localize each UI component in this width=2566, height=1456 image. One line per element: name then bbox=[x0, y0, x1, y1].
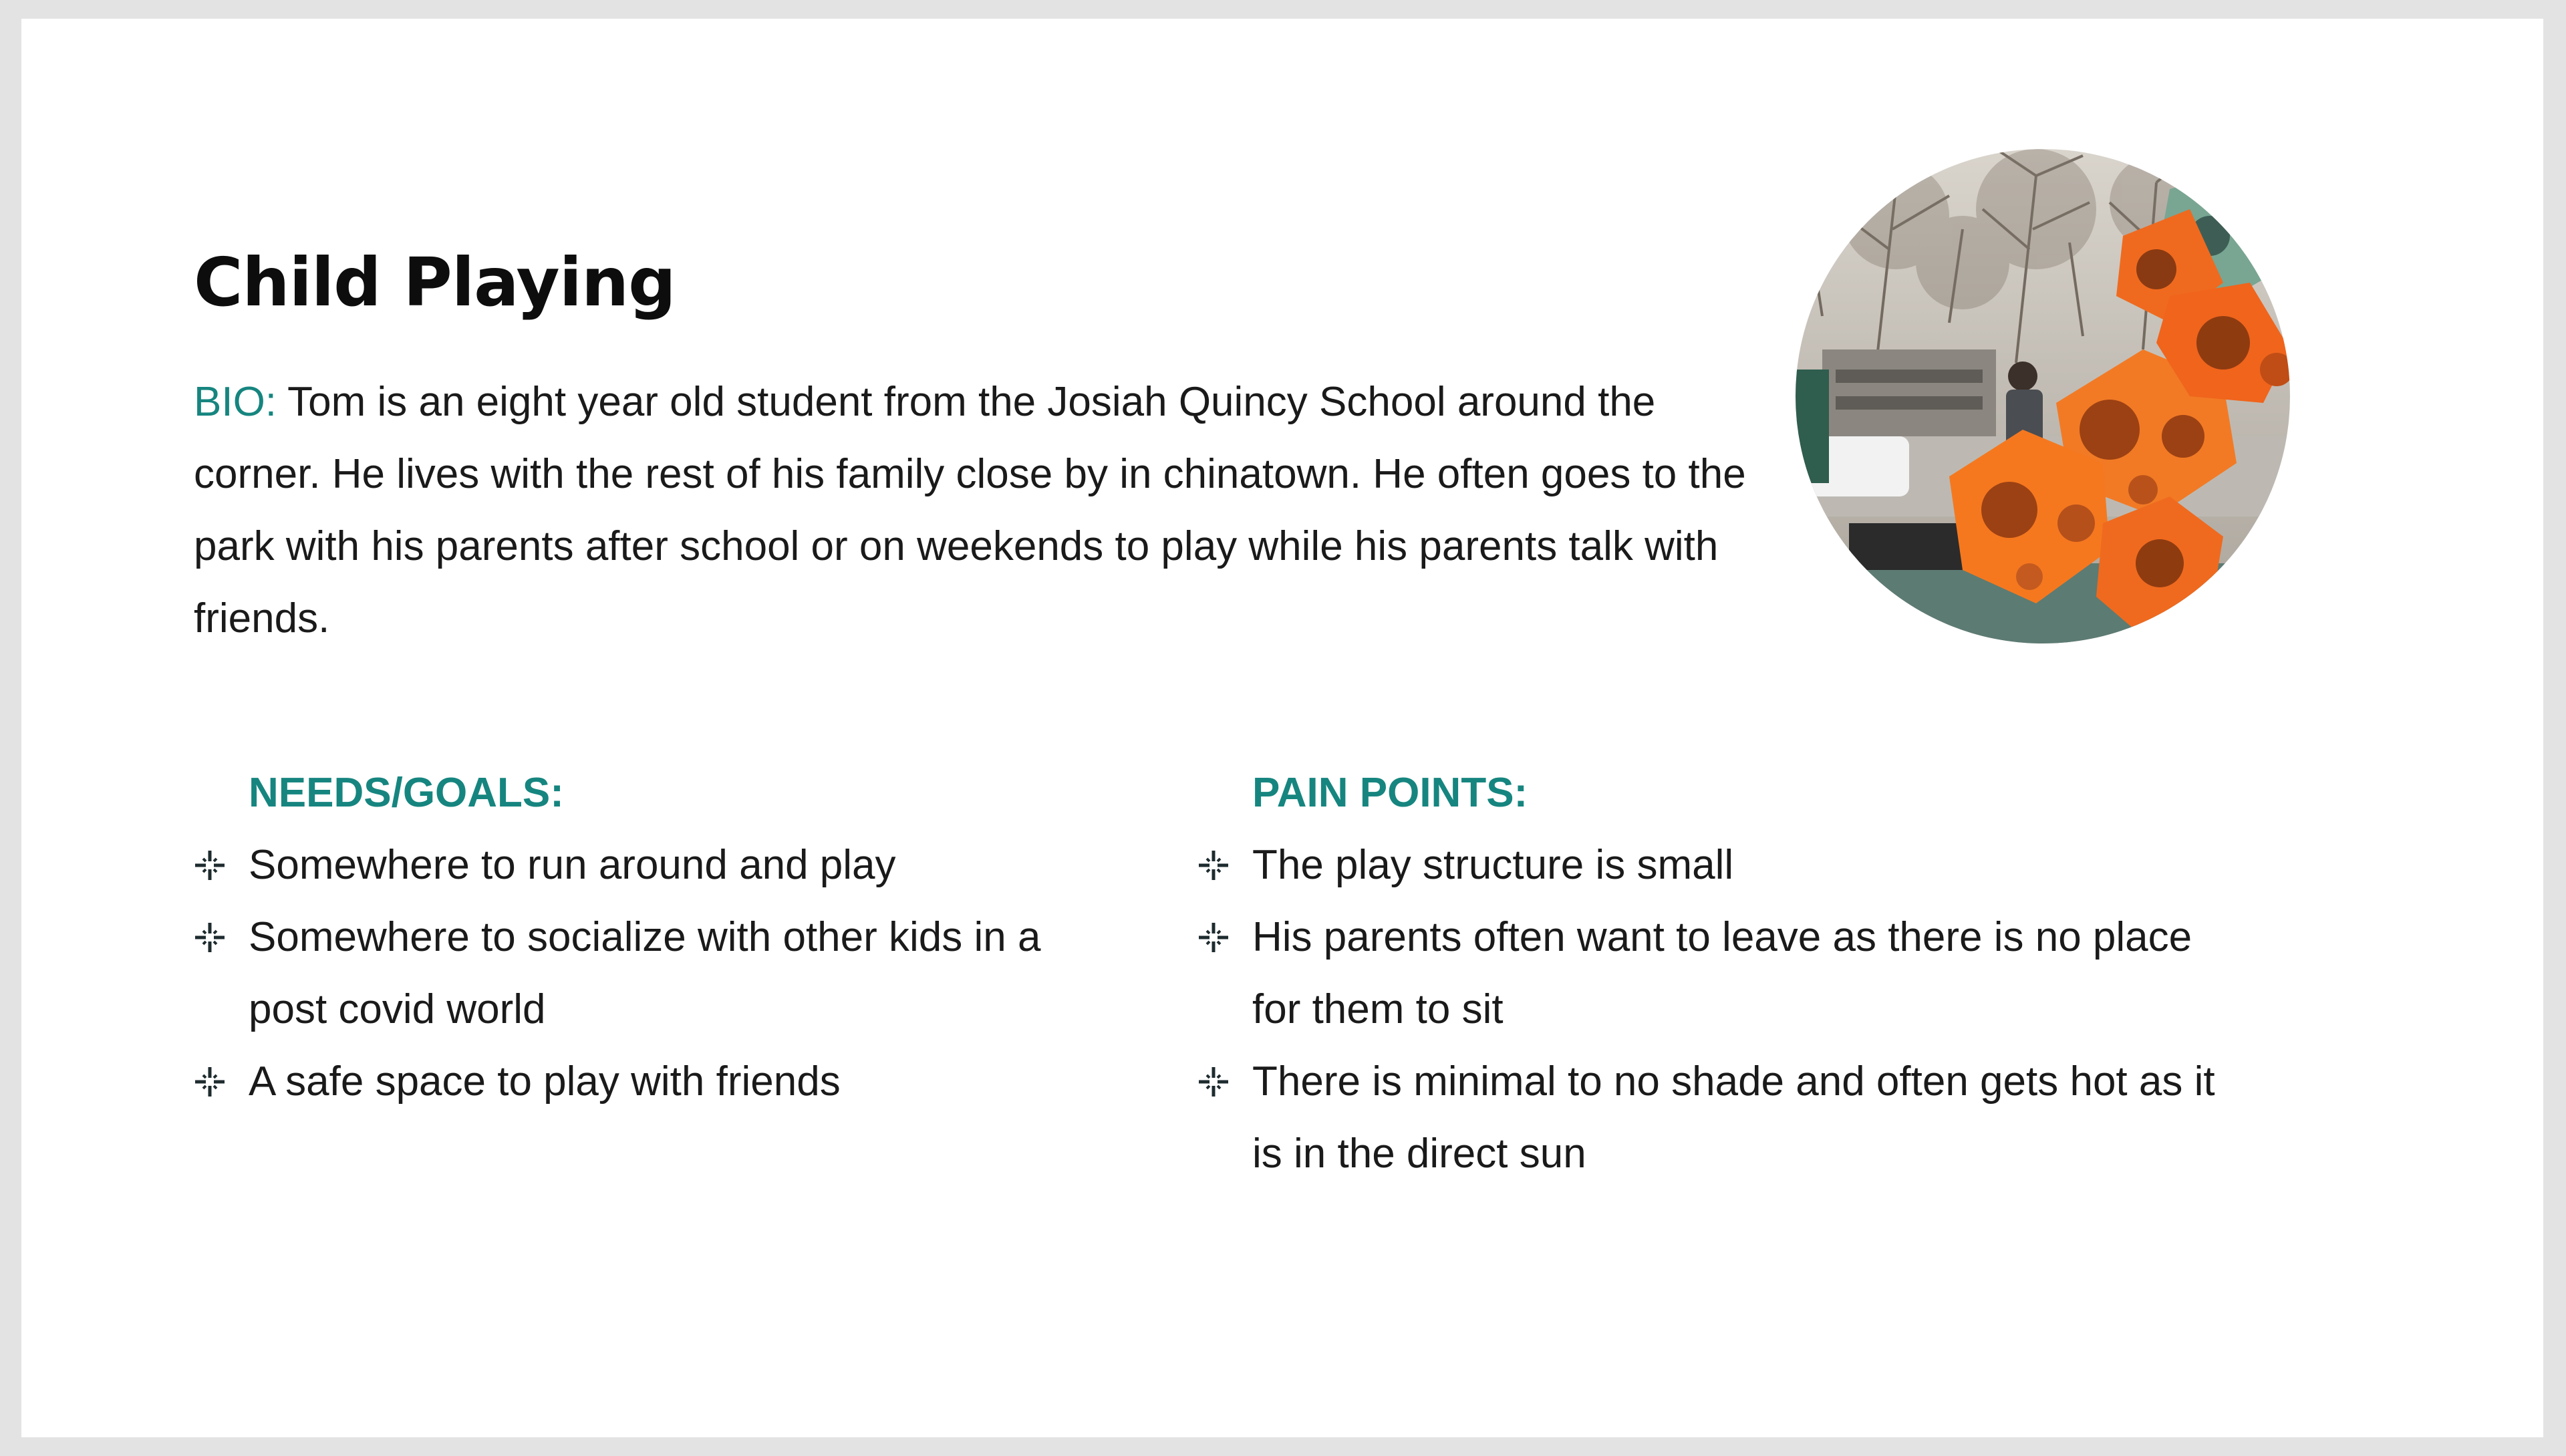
needs-goals-list bbox=[194, 829, 1129, 1118]
sparkle-bullet-icon bbox=[194, 921, 226, 954]
pain-points-section bbox=[1197, 757, 2240, 1190]
pain-item-text: There is minimal to no shade and often gets hot as it is in the direct sun bbox=[1252, 1058, 2215, 1177]
bio-text: Tom is an eight year old student from the Josiah Quincy School around the corner. He lives with the rest of his family close by in chinatown. He often goes to the park with his parents after school or on weekends to play while his parents talk with friends. bbox=[194, 379, 1746, 641]
sparkle-bullet-icon bbox=[1197, 921, 1230, 954]
pain-item-text: The play structure is small bbox=[1252, 842, 1734, 888]
list-item bbox=[1197, 901, 2240, 1046]
sparkle-bullet-icon bbox=[1197, 1066, 1230, 1098]
needs-goals-section bbox=[194, 757, 1129, 1118]
pain-points-list bbox=[1197, 829, 2240, 1190]
list-item bbox=[194, 829, 1129, 901]
need-item-text: Somewhere to socialize with other kids in a post covid world bbox=[249, 914, 1041, 1032]
need-item-text: A safe space to play with friends bbox=[249, 1058, 841, 1105]
sparkle-bullet-icon bbox=[194, 849, 226, 881]
need-item-text: Somewhere to run around and play bbox=[249, 842, 896, 888]
sparkle-bullet-icon bbox=[194, 1066, 226, 1098]
pain-item-text: His parents often want to leave as there is no place for them to sit bbox=[1252, 914, 2192, 1032]
bio-label: BIO: bbox=[194, 379, 277, 425]
page-title: Child Playing bbox=[194, 243, 676, 321]
playground-photo bbox=[1796, 149, 2290, 643]
needs-goals-heading: NEEDS/GOALS: bbox=[249, 770, 564, 816]
pain-points-heading: PAIN POINTS: bbox=[1252, 770, 1528, 816]
list-item bbox=[194, 1046, 1129, 1118]
sparkle-bullet-icon bbox=[1197, 849, 1230, 881]
bio-paragraph bbox=[194, 366, 1771, 655]
list-item bbox=[1197, 829, 2240, 901]
list-item bbox=[194, 901, 1129, 1046]
list-item bbox=[1197, 1046, 2240, 1190]
slide bbox=[21, 19, 2543, 1437]
playground-photo-illustration bbox=[1796, 149, 2290, 643]
